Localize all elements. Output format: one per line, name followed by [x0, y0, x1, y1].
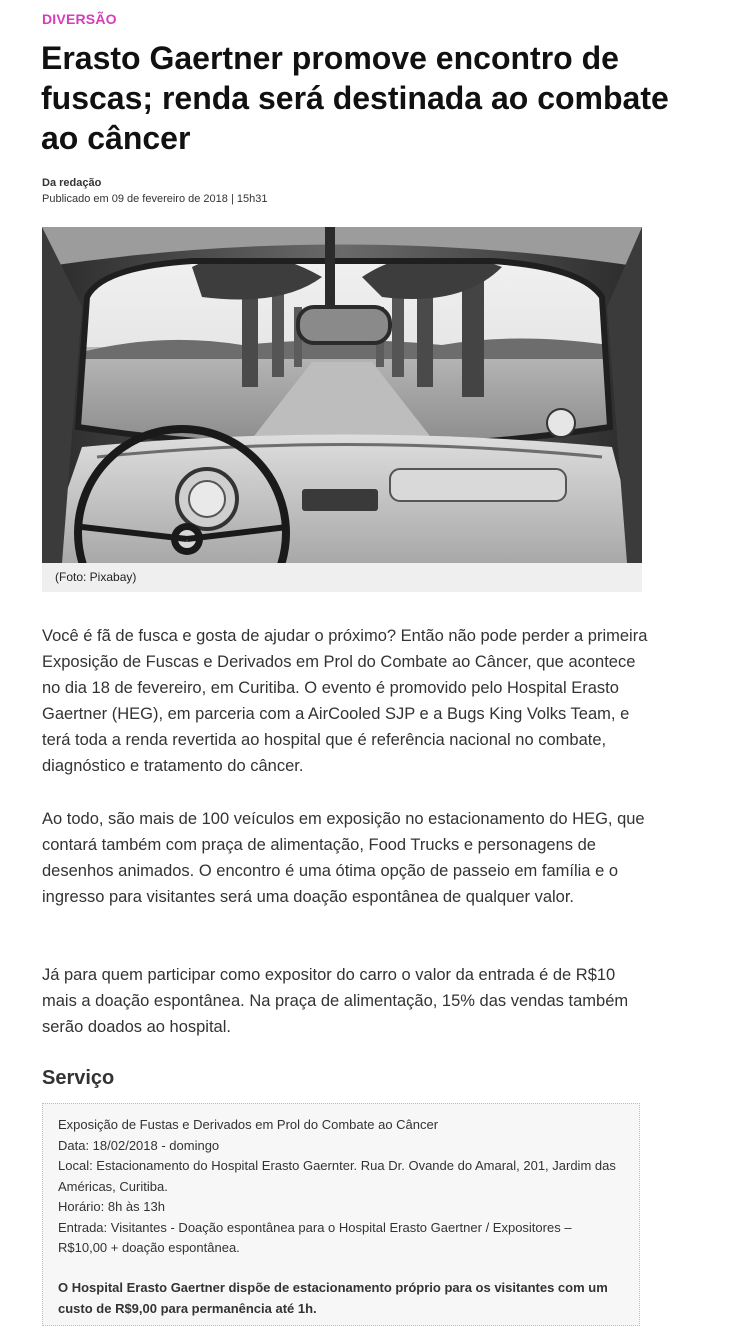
- service-details: [58, 1115, 623, 1259]
- category-label[interactable]: DIVERSÃO: [42, 11, 117, 27]
- service-entry: Entrada: Visitantes - Doação espontânea para o Hospital Erasto Gaertner / Expositores – R$10,00 + doação espontânea.: [58, 1219, 572, 1255]
- photo-caption: (Foto: Pixabay): [55, 570, 137, 584]
- author-byline: Da redação: [42, 177, 102, 189]
- article-headline: Erasto Gaertner promove encontro de fuscas; renda será destinada ao combate ao câncer: [41, 40, 669, 156]
- service-parking-note: O Hospital Erasto Gaertner dispõe de estacionamento próprio para os visitantes com um custo de R$9,00 para permanência até 1h.: [58, 1280, 608, 1316]
- article-photo: [42, 227, 642, 563]
- article-paragraph-1: Você é fã de fusca e gosta de ajudar o próximo? Então não pode perder a primeira Exposição de Fuscas e Derivados em Prol do Combate ao Câncer, que acontece no dia 18 de fevereiro, em Curitiba. O evento é promovido pelo Hospital Erasto Gaertner (HEG), em parceria com a AirCooled SJP e a Bugs King Volks Team, e terá toda a renda revertida ao hospital que é referência nacional no combate, diagnóstico e tratamento do câncer.: [42, 627, 648, 775]
- service-date: Data: 18/02/2018 - domingo: [58, 1137, 220, 1153]
- article-paragraph-3: Já para quem participar como expositor do carro o valor da entrada é de R$10 mais a doação espontânea. Na praça de alimentação, 15% das vendas também serão doados ao hospital.: [42, 966, 629, 1036]
- vintage-car-interior-image: [42, 227, 642, 563]
- service-heading: Serviço: [42, 1067, 115, 1089]
- publish-date: Publicado em 09 de fevereiro de 2018 | 15h31: [42, 193, 268, 205]
- service-event-name: Exposição de Fustas e Derivados em Prol do Combate ao Câncer: [58, 1117, 439, 1132]
- photo-caption-bar: [42, 563, 642, 592]
- service-info-box: [42, 1103, 640, 1326]
- service-location: Local: Estacionamento do Hospital Erasto Gaernter. Rua Dr. Ovande do Amaral, 201, Jardim das Américas, Curitiba.: [58, 1158, 616, 1194]
- service-hours: Horário: 8h às 13h: [58, 1199, 165, 1214]
- article-paragraph-2: Ao todo, são mais de 100 veículos em exposição no estacionamento do HEG, que contará também com praça de alimentação, Food Trucks e personagens de desenhos animados. O encontro é uma ótima opção de passeio em família e o ingresso para visitantes será uma doação espontânea de qualquer valor.: [42, 810, 645, 906]
